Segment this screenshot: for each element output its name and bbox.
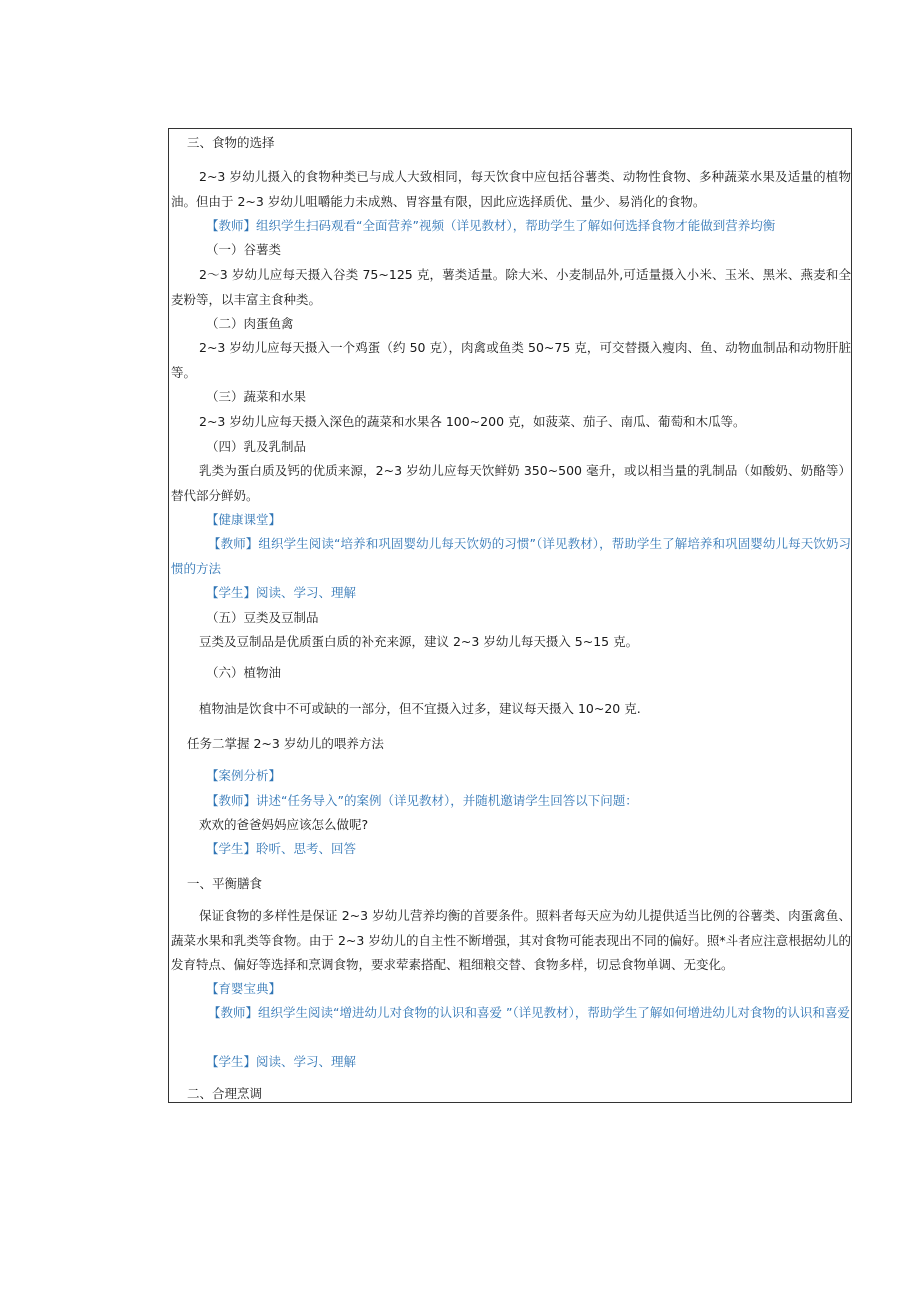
paragraph-meat: 2~3 岁幼儿应每天摄入一个鸡蛋（约 50 克），肉禽或鱼类 50~75 克，可交替摄入瘦肉、鱼、动物血制品和动物肝脏等。: [171, 340, 851, 380]
paragraph-beans: 豆类及豆制品是优质蛋白质的补充来源，建议 2~3 岁幼儿每天摄入 5~15 克。: [199, 634, 639, 649]
health-class-label: 【健康课堂】: [206, 512, 282, 527]
section-heading-food-selection: 三、食物的选择: [187, 135, 275, 150]
subheading-meat: （二）肉蛋鱼禽: [206, 316, 294, 331]
subheading-vegetables: （三）蔬菜和水果: [206, 389, 307, 404]
teacher-note-case: 【教师】讲述“任务导入”的案例（详见教材），并随机邀请学生回答以下问题：: [206, 793, 638, 808]
subheading-beans: （五）豆类及豆制品: [206, 610, 319, 625]
treasure-label: 【育婴宝典】: [206, 981, 282, 996]
subheading-oil: （六）植物油: [206, 665, 282, 680]
section-heading-balanced-diet: 一、平衡膳食: [187, 876, 263, 891]
student-note-food-liking: 【学生】阅读、学习、理解: [206, 1054, 357, 1069]
paragraph-question: 欢欢的爸爸妈妈应该怎么做呢?: [199, 817, 369, 832]
paragraph-balanced-diet: 保证食物的多样性是保证 2~3 岁幼儿营养均衡的首要条件。照料者每天应为幼儿提供适当比例的谷薯类、肉蛋禽鱼、蔬菜水果和乳类等食物。由于 2~3 岁幼儿的自主性不断增强，其对食物可能表现出不同的偏好。照*斗者应注意根据幼儿的发育特点、偏好等选择和烹调食物，要求荤素搭配、粗细粮交替、食物多样，切忌食物单调、无变化。: [171, 908, 851, 972]
paragraph-oil: 植物油是饮食中不可或缺的一部分，但不宜摄入过多，建议每天摄入 10~20 克.: [199, 701, 641, 716]
document-table-cell: [168, 128, 852, 1103]
task-heading-feeding: 任务二掌握 2~3 岁幼儿的喂养方法: [187, 736, 384, 751]
teacher-note-video: 【教师】组织学生扫码观看“全面营养”视频（详见教材），帮助学生了解如何选择食物才能做到营养均衡: [206, 218, 776, 233]
student-note-case: 【学生】聆听、思考、回答: [206, 841, 357, 856]
paragraph-vegetables: 2~3 岁幼儿应每天摄入深色的蔬菜和水果各 100~200 克，如菠菜、茄子、南瓜、葡萄和木瓜等。: [199, 414, 746, 429]
subheading-grains: （一）谷薯类: [206, 242, 282, 257]
teacher-note-food-liking: 【教师】组织学生阅读“增进幼儿对食物的认识和喜爱 ”（详见教材），帮助学生了解如何增进幼儿对食物的认识和喜爱: [208, 1005, 850, 1020]
case-analysis-label: 【案例分析】: [206, 768, 282, 783]
paragraph-grains: 2～3 岁幼儿应每天摄入谷类 75~125 克，薯类适量。除大米、小麦制品外,可适量摄入小米、玉米、黑米、燕麦和全麦粉等，以丰富主食种类。: [171, 267, 851, 307]
paragraph-milk: 乳类为蛋白质及钙的优质来源，2~3 岁幼儿应每天饮鲜奶 350~500 毫升，或以相当量的乳制品（如酸奶、奶酪等）替代部分鲜奶。: [171, 463, 851, 503]
subheading-milk: （四）乳及乳制品: [206, 439, 307, 454]
section-heading-cooking: 二、合理烹调: [187, 1086, 263, 1101]
student-note-milk: 【学生】阅读、学习、理解: [206, 585, 357, 600]
teacher-note-milk-habit: 【教师】组织学生阅读“培养和巩固婴幼儿每天饮奶的习惯”（详见教材），帮助学生了解培养和巩固婴幼儿每天饮奶习惯的方法: [171, 536, 851, 576]
paragraph-food-intro: 2~3 岁幼儿摄入的食物种类已与成人大致相同，每天饮食中应包括谷薯类、动物性食物、多种蔬菜水果及适量的植物油。但由于 2~3 岁幼儿咀嚼能力未成熟、胃容量有限，因此应选择质优、量少、易消化的食物。: [171, 169, 851, 209]
